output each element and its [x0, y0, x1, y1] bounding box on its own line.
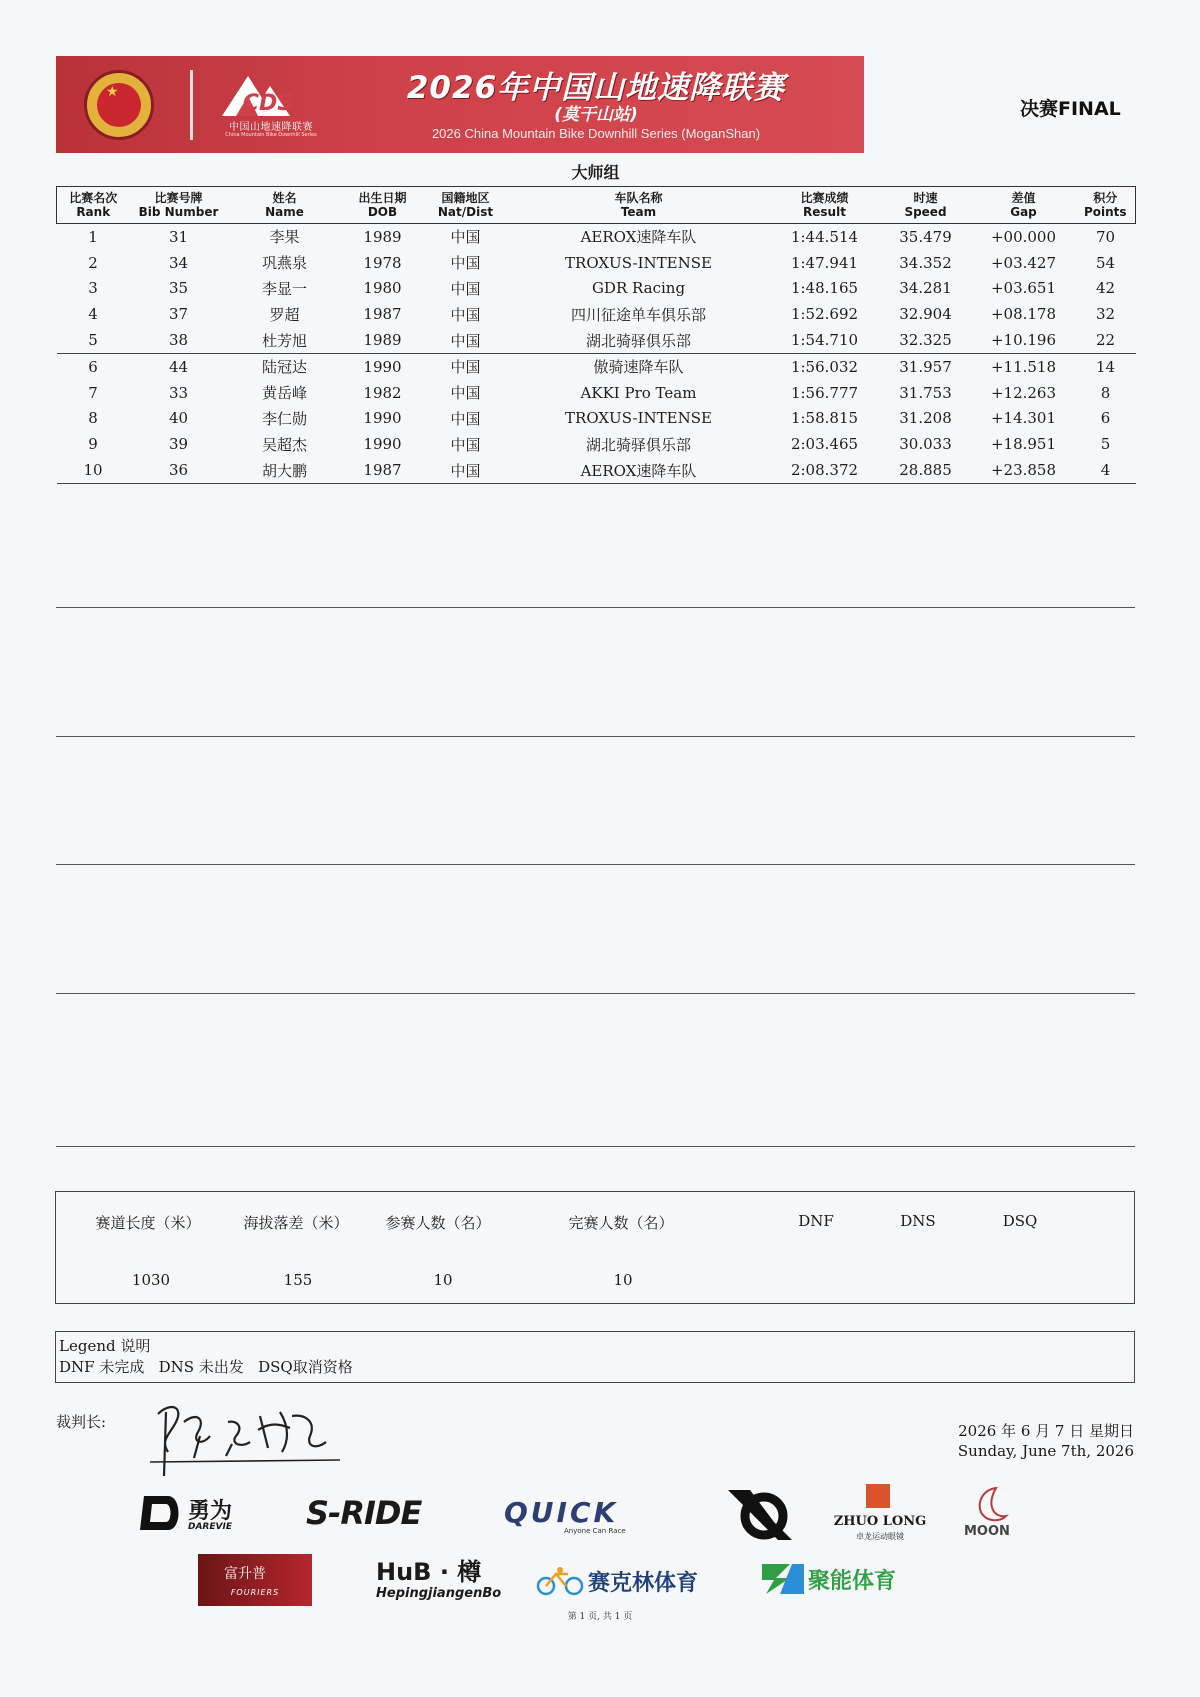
cell-name: 黄岳峰	[261, 384, 307, 403]
column-header-en: Rank	[76, 205, 111, 219]
track-length-label: 赛道长度（米）	[95, 1214, 201, 1232]
column-header-cn: 国籍地区	[441, 191, 490, 205]
cell-result: 2:08.372	[770, 457, 880, 483]
cell-dob: 1989	[342, 327, 424, 353]
cell-result: 1:58.815	[790, 409, 859, 428]
dnf-label: DNF	[798, 1212, 834, 1230]
cell-dob: 1987	[363, 305, 402, 324]
event-station: (莫干山站)	[554, 105, 638, 125]
participants-value: 10	[433, 1271, 453, 1289]
cell-dob: 1990	[363, 409, 402, 428]
sponsor-q-logo	[726, 1488, 798, 1542]
stage-label: 决赛FINAL	[1020, 98, 1121, 120]
cell-name: 罗超	[269, 305, 300, 324]
cell-team: TROXUS-INTENSE	[565, 409, 712, 428]
moon-icon	[970, 1484, 1010, 1524]
cell-bib: 35	[168, 279, 189, 298]
column-header	[770, 187, 880, 224]
juneng-text: 聚能体育	[808, 1569, 897, 1594]
cell-points: 6	[1100, 409, 1111, 428]
cell-result: 1:54.710	[770, 327, 880, 353]
cell-rank: 3	[88, 279, 98, 298]
dsq-label: DSQ	[1002, 1212, 1038, 1230]
cell-result: 1:48.165	[790, 279, 859, 298]
cell-name: 胡大鹏	[228, 457, 342, 483]
legend-text: DNF 未完成 DNS 未出发 DSQ取消资格	[59, 1358, 353, 1376]
ruled-line	[56, 993, 1135, 994]
finishers-value: 10	[613, 1271, 633, 1289]
cell-speed: 31.957	[899, 357, 952, 376]
cell-rank: 7	[88, 383, 98, 402]
cell-points: 70	[1095, 227, 1116, 246]
cell-gap: +10.196	[972, 327, 1076, 353]
cell-points: 54	[1095, 253, 1116, 272]
cell-name: 李显一	[261, 279, 307, 298]
cell-rank: 10	[57, 457, 130, 483]
sponsor-hub-logo	[374, 1552, 524, 1608]
date-en: Sunday, June 7th, 2026	[957, 1442, 1134, 1460]
column-header	[130, 187, 228, 224]
cell-rank: 6	[88, 357, 98, 376]
ruled-line	[56, 607, 1135, 608]
table-row	[57, 406, 1136, 432]
cell-nat: 中国	[450, 409, 481, 428]
sponsor-quick-logo	[504, 1496, 684, 1536]
cell-nat: 中国	[450, 279, 481, 298]
cell-gap: +08.178	[990, 305, 1057, 324]
cell-result: 1:47.941	[790, 253, 859, 272]
hub-text: HuB · 樽	[376, 1558, 482, 1586]
event-banner	[56, 56, 864, 153]
cell-rank: 4	[88, 305, 98, 324]
cell-bib: 38	[130, 327, 228, 353]
column-header-en: Bib Number	[138, 205, 219, 219]
cell-speed: 30.033	[899, 435, 952, 454]
cell-bib: 44	[168, 357, 189, 376]
ruled-line	[56, 736, 1135, 737]
svg-text:CDS: CDS	[242, 91, 294, 116]
sponsor-juneng-logo	[762, 1562, 922, 1602]
cell-dob: 1990	[363, 435, 402, 454]
quick-sub-text: Anyone Can Race	[564, 1527, 626, 1535]
cell-gap: +11.518	[990, 357, 1057, 376]
column-header-en: Speed	[904, 205, 947, 219]
zhuolong-cn-text: 卓龙运动眼镜	[856, 1532, 904, 1541]
column-header-cn: 姓名	[272, 191, 297, 205]
chief-judge-label: 裁判长:	[56, 1413, 107, 1431]
cds-en-name: China Mountain Bike Downhill Series	[225, 132, 317, 138]
cell-name: 陆冠达	[261, 358, 307, 377]
cell-speed: 32.904	[899, 305, 952, 324]
sponsor-fouriers-logo	[198, 1554, 312, 1606]
zhuolong-icon	[866, 1484, 890, 1508]
cell-team: 四川征途单车俱乐部	[570, 305, 706, 324]
participants-label: 参赛人数（名）	[385, 1214, 491, 1232]
cell-team: 傲骑速降车队	[593, 358, 684, 377]
event-title-en: 2026 China Mountain Bike Downhill Series (MoganShan)	[431, 126, 761, 141]
dns-label: DNS	[900, 1212, 936, 1230]
cell-bib: 40	[168, 409, 189, 428]
cell-dob: 1982	[363, 383, 402, 402]
cell-bib: 31	[168, 227, 189, 246]
cell-rank: 2	[88, 253, 98, 272]
cell-team: AKKI Pro Team	[580, 383, 697, 402]
ruled-line	[56, 1146, 1135, 1147]
hub-sub-text: HepingjiangenBo	[376, 1586, 502, 1601]
cell-nat: 中国	[450, 254, 481, 273]
cell-nat: 中国	[450, 358, 481, 377]
sponsor-zhuolong-logo	[830, 1484, 930, 1544]
column-header	[972, 187, 1076, 224]
table-row	[57, 380, 1136, 406]
cell-name: 吴超杰	[261, 435, 307, 454]
association-seal-logo: ★	[84, 70, 154, 140]
legend-title: Legend 说明	[59, 1337, 151, 1355]
column-header	[342, 187, 424, 224]
darevie-cn-text: 勇为	[188, 1499, 233, 1524]
sponsor-saikelin-logo	[536, 1562, 726, 1602]
column-header-en: Name	[265, 205, 304, 219]
column-header-cn: 车队名称	[614, 191, 663, 205]
cell-name: 杜芳旭	[228, 327, 342, 353]
column-header-cn: 积分	[1093, 191, 1118, 205]
cell-points: 4	[1076, 457, 1136, 483]
cell-bib: 39	[168, 435, 189, 454]
cell-rank: 8	[88, 409, 98, 428]
column-header-cn: 出生日期	[358, 191, 407, 205]
altitude-drop-value: 155	[283, 1271, 313, 1289]
cell-team: 湖北骑驿俱乐部	[508, 327, 770, 353]
cell-dob: 1990	[363, 357, 402, 376]
cell-team: AEROX速降车队	[580, 228, 697, 247]
cell-result: 1:56.032	[790, 357, 859, 376]
darevie-en-text: DAREVIE	[188, 1522, 232, 1532]
cell-result: 1:44.514	[790, 227, 859, 246]
column-header-en: Gap	[1010, 205, 1037, 219]
cell-gap: +03.427	[990, 253, 1057, 272]
cell-gap: +12.263	[990, 383, 1057, 402]
legend-box	[55, 1331, 1135, 1383]
cell-bib: 34	[168, 253, 189, 272]
cell-bib: 33	[168, 383, 189, 402]
table-row	[57, 431, 1136, 457]
cell-nat: 中国	[450, 305, 481, 324]
table-row	[57, 301, 1136, 327]
cell-team: GDR Racing	[591, 279, 686, 298]
cell-team: TROXUS-INTENSE	[565, 253, 712, 272]
column-header-en: Nat/Dist	[437, 205, 494, 219]
cell-name: 李仁勋	[261, 409, 307, 428]
cell-bib: 36	[130, 457, 228, 483]
zhuolong-text: ZHUO LONG	[833, 1514, 927, 1529]
cell-nat: 中国	[424, 327, 508, 353]
results-table	[56, 186, 1136, 484]
cell-dob: 1989	[363, 227, 402, 246]
group-title: 大师组	[571, 163, 620, 182]
table-row	[57, 353, 1136, 379]
cell-result: 1:56.777	[790, 383, 859, 402]
column-header	[424, 187, 508, 224]
altitude-drop-label: 海拔落差（米）	[243, 1214, 349, 1232]
track-length-value: 1030	[131, 1271, 171, 1289]
column-header-en: Team	[620, 205, 657, 219]
sponsor-sride-logo: S-RIDE	[306, 1494, 422, 1532]
saikelin-text: 赛克林体育	[588, 1571, 699, 1596]
darevie-icon	[138, 1494, 182, 1532]
table-row	[57, 327, 1136, 353]
sponsor-darevie-logo	[138, 1494, 268, 1534]
column-header	[1076, 187, 1136, 224]
cell-nat: 中国	[450, 228, 481, 247]
cell-rank: 9	[88, 435, 98, 454]
cell-points: 32	[1095, 305, 1116, 324]
cell-name: 巩燕泉	[261, 254, 307, 273]
cell-speed: 35.479	[899, 227, 952, 246]
cds-cn-name: 中国山地速降联赛	[229, 122, 313, 133]
page-number: 第 1 页, 共 1 页	[567, 1612, 633, 1622]
column-header-cn: 比赛号牌	[154, 191, 203, 205]
column-header	[880, 187, 972, 224]
banner-divider	[190, 70, 193, 140]
juneng-icon	[762, 1564, 804, 1594]
table-row	[57, 457, 1136, 483]
column-header	[228, 187, 342, 224]
cell-points: 22	[1076, 327, 1136, 353]
cell-dob: 1980	[363, 279, 402, 298]
cell-name: 李果	[269, 228, 300, 247]
cell-gap: +23.858	[972, 457, 1076, 483]
table-header	[57, 187, 1136, 224]
cell-gap: +18.951	[990, 435, 1057, 454]
quick-text: QUICK	[504, 1496, 619, 1529]
table-row	[57, 224, 1136, 250]
ruled-line	[56, 864, 1135, 865]
fouriers-cn-text: 富升普	[224, 1566, 266, 1582]
cell-points: 42	[1095, 279, 1116, 298]
cell-speed: 34.281	[899, 279, 952, 298]
column-header	[57, 187, 130, 224]
cell-result: 1:52.692	[790, 305, 859, 324]
cell-rank: 1	[88, 227, 98, 246]
cell-points: 14	[1095, 357, 1116, 376]
column-header-en: Points	[1083, 205, 1127, 219]
cell-dob: 1978	[363, 253, 402, 272]
cell-speed: 31.753	[899, 383, 952, 402]
table-row	[57, 276, 1136, 302]
column-header	[508, 187, 770, 224]
chief-judge-signature	[140, 1392, 360, 1480]
cell-speed: 31.208	[899, 409, 952, 428]
column-header-en: DOB	[367, 205, 398, 219]
cell-team: 湖北骑驿俱乐部	[585, 435, 691, 454]
table-row	[57, 250, 1136, 276]
column-header-en: Result	[803, 205, 846, 219]
cell-nat: 中国	[450, 435, 481, 454]
column-header-cn: 时速	[913, 191, 938, 205]
cell-gap: +00.000	[990, 227, 1057, 246]
moon-text: MOON	[964, 1524, 1010, 1539]
cell-dob: 1987	[342, 457, 424, 483]
cell-points: 8	[1100, 383, 1111, 402]
cell-speed: 28.885	[880, 457, 972, 483]
finishers-label: 完赛人数（名）	[568, 1214, 674, 1232]
column-header-cn: 比赛成绩	[800, 191, 849, 205]
cell-team: AEROX速降车队	[508, 457, 770, 483]
cell-bib: 37	[168, 305, 189, 324]
bicycle-icon	[536, 1566, 584, 1596]
cell-speed: 32.325	[880, 327, 972, 353]
cds-logo	[218, 72, 318, 116]
column-header-cn: 差值	[1011, 191, 1036, 205]
date-cn: 2026 年 6 月 7 日 星期日	[958, 1422, 1134, 1440]
cell-gap: +14.301	[990, 409, 1057, 428]
event-title: 2026年中国山地速降联赛	[406, 70, 786, 106]
fouriers-text: FOURIERS	[230, 1588, 280, 1597]
cell-rank: 5	[57, 327, 130, 353]
cell-nat: 中国	[450, 384, 481, 403]
cell-nat: 中国	[424, 457, 508, 483]
column-header-cn: 比赛名次	[69, 191, 118, 205]
cell-result: 2:03.465	[790, 435, 859, 454]
sponsor-moon-logo	[964, 1484, 1024, 1544]
cell-gap: +03.651	[990, 279, 1057, 298]
race-stats-box	[55, 1191, 1135, 1304]
cell-points: 5	[1100, 435, 1111, 454]
cell-speed: 34.352	[899, 253, 952, 272]
